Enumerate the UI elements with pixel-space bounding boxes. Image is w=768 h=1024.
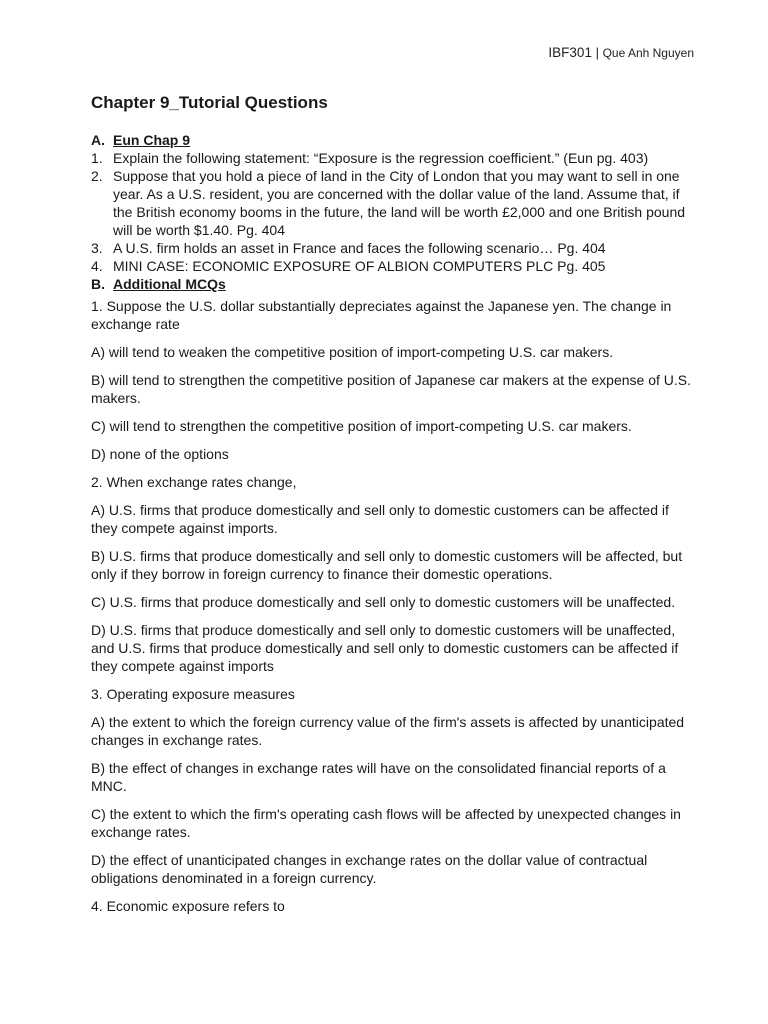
question-3-option-b: B) the effect of changes in exchange rates will have on the consolidated financial reports of a MNC.: [91, 760, 666, 794]
list-item-text: A U.S. firm holds an asset in France and faces the following scenario… Pg. 404: [113, 240, 606, 256]
author-name: Que Anh Nguyen: [602, 46, 694, 60]
section-b-heading: [91, 275, 696, 293]
question-1-option-c: C) will tend to strengthen the competitive position of import-competing U.S. car makers.: [91, 418, 632, 434]
question-1-stem: 1. Suppose the U.S. dollar substantially depreciates against the Japanese yen. The change in exchange rate: [91, 298, 672, 332]
mcq-section: [91, 297, 696, 915]
question-1-option-d: D) none of the options: [91, 446, 229, 462]
list-item-text: Explain the following statement: “Exposure is the regression coefficient.” (Eun pg. 403): [113, 150, 649, 166]
page-header: [548, 45, 694, 60]
question-1-option-b: B) will tend to strengthen the competitive position of Japanese car makers at the expense of U.S. makers.: [91, 372, 691, 406]
question-2-option-d: D) U.S. firms that produce domestically and sell only to domestic customers will be unaffected, and U.S. firms that produce domestically and sell only to domestic customers can be affected if they compete against imports: [91, 622, 679, 674]
question-3-option-d: D) the effect of unanticipated changes in exchange rates on the dollar value of contractual obligations denominated in a foreign currency.: [91, 852, 648, 886]
section-a-title: Eun Chap 9: [113, 132, 191, 148]
question-1-option-a: A) will tend to weaken the competitive position of import-competing U.S. car makers.: [91, 344, 614, 360]
course-code: IBF301: [548, 45, 592, 60]
question-2-option-a: A) U.S. firms that produce domestically and sell only to domestic customers can be affected if they compete against imports.: [91, 502, 669, 536]
list-item-number: 3.: [91, 240, 103, 256]
list-item-number: 1.: [91, 150, 103, 166]
header-separator: |: [595, 45, 599, 60]
tutorial-question-list: [91, 149, 696, 275]
list-item: [91, 257, 696, 275]
list-item: [91, 167, 696, 239]
list-item-text: MINI CASE: ECONOMIC EXPOSURE OF ALBION COMPUTERS PLC Pg. 405: [113, 258, 606, 274]
list-item: [91, 149, 696, 167]
section-a-letter: A.: [91, 132, 105, 148]
document-body: [91, 93, 696, 925]
section-b-letter: B.: [91, 276, 105, 292]
list-item: [91, 239, 696, 257]
list-item-text: Suppose that you hold a piece of land in the City of London that you may want to sell in one year. As a U.S. resident, you are concerned with the dollar value of the land. Assume that, if the British economy booms in the future, the land will be worth £2,000 and one British pound will be worth $1.40. Pg. 404: [113, 168, 686, 238]
question-3-option-a: A) the extent to which the foreign currency value of the firm's assets is affected by unanticipated changes in exchange rates.: [91, 714, 685, 748]
section-b-title: Additional MCQs: [113, 276, 226, 292]
section-a-heading: [91, 131, 696, 149]
question-2-option-c: C) U.S. firms that produce domestically and sell only to domestic customers will be unaffected.: [91, 594, 676, 610]
list-item-number: 4.: [91, 258, 103, 274]
question-3-option-c: C) the extent to which the firm's operating cash flows will be affected by unexpected changes in exchange rates.: [91, 806, 681, 840]
page-title: Chapter 9_Tutorial Questions: [91, 93, 328, 112]
list-item-number: 2.: [91, 168, 103, 184]
question-3-stem: 3. Operating exposure measures: [91, 686, 295, 702]
question-4-stem: 4. Economic exposure refers to: [91, 898, 285, 914]
question-2-stem: 2. When exchange rates change,: [91, 474, 297, 490]
question-2-option-b: B) U.S. firms that produce domestically and sell only to domestic customers will be affected, but only if they borrow in foreign currency to finance their domestic operations.: [91, 548, 683, 582]
